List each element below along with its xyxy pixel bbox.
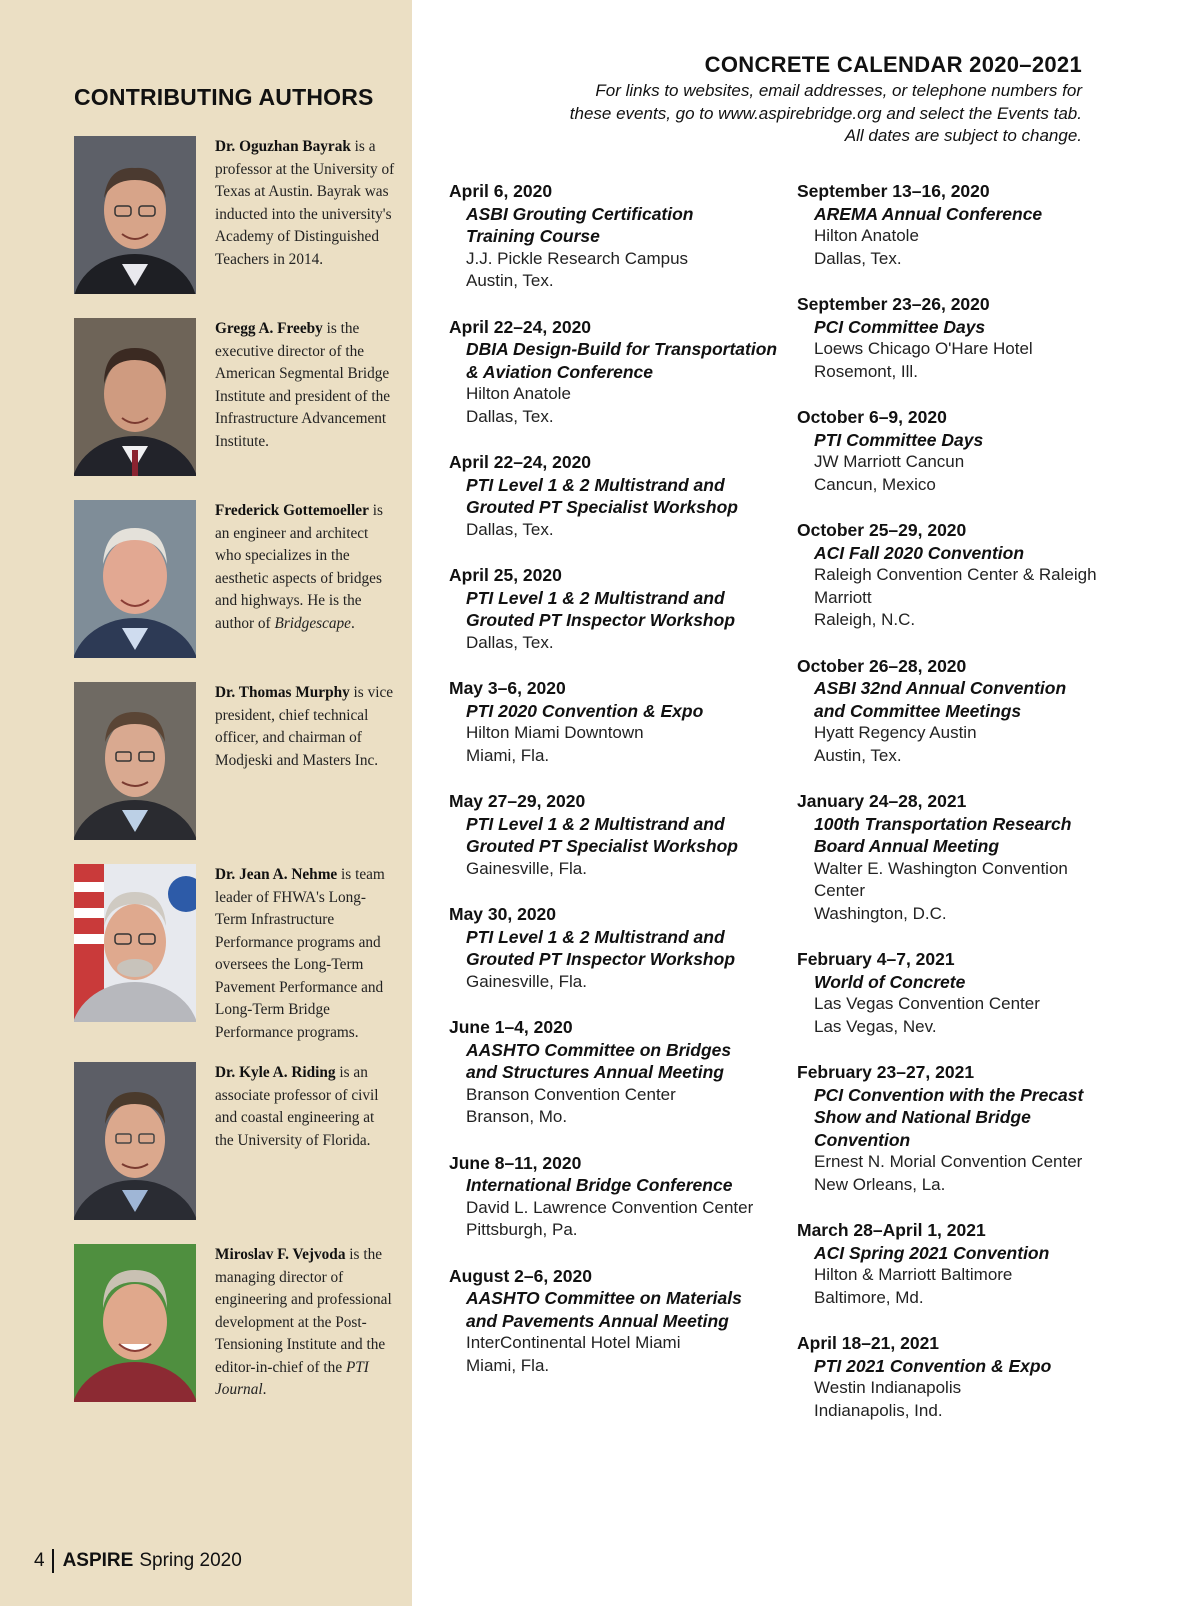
event-location: Hilton Miami Downtown [466,723,644,742]
event-location: Baltimore, Md. [814,1287,924,1307]
event-name: Grouted PT Inspector Workshop [466,610,736,630]
event-location: Pittsburgh, Pa. [466,1220,578,1239]
calendar-title: CONCRETE CALENDAR 2020–2021 [704,52,1082,77]
calendar-event [797,1219,1137,1309]
event-location: Raleigh Convention Center & Raleigh [814,565,1097,584]
event-name: International Bridge Conference [466,1175,733,1195]
event-location: Las Vegas Convention Center [814,994,1040,1013]
event-location: Miami, Fla. [466,1355,550,1375]
event-date: May 30, 2020 [449,904,557,924]
calendar-event [449,677,789,767]
event-name: PTI Level 1 & 2 Multistrand and [466,587,725,608]
event-location: Hilton Anatole [466,384,571,403]
event-name: and Pavements Annual Meeting [466,1310,729,1331]
calendar-event [797,293,1137,383]
event-name: PCI Committee Days [814,316,986,337]
event-date: April 22–24, 2020 [449,452,592,472]
calendar-event [797,1061,1137,1196]
event-date: April 22–24, 2020 [449,316,592,337]
author-photo [74,318,196,476]
calendar-column-right [797,180,1137,1445]
event-name: Grouted PT Specialist Workshop [466,836,738,856]
event-name: Board Annual Meeting [814,836,1000,856]
magazine-name: ASPIRE [62,1550,134,1571]
event-name: Training Course [466,226,600,246]
event-name: ACI Fall 2020 Convention [814,542,1025,563]
calendar-event [797,180,1137,270]
event-location: Walter E. Washington Convention [814,858,1068,878]
author-photo [74,136,196,294]
author-photo [74,500,196,658]
event-name: PTI Level 1 & 2 Multistrand and [466,474,725,495]
calendar-event [449,316,789,429]
event-name: and Structures Annual Meeting [466,1062,724,1082]
author-name: Gregg A. Freeby [215,320,323,337]
event-date: April 6, 2020 [449,181,553,201]
author-photo [74,864,196,1022]
author-bio: Dr. Kyle A. Riding is an associate professor of civil and coastal engineering at the University of Florida. [215,1064,379,1149]
author-bio: Dr. Jean A. Nehme is team leader of FHWA's Long-Term Infrastructure Performance programs and oversees the Long-Term Pavement Performance and Long-Term Bridge Performance programs. [215,866,385,1041]
author-bio: Gregg A. Freeby is the executive director of the American Segmental Bridge Institute and president of the Infrastructure Advancement Institute. [215,320,391,450]
event-date: February 4–7, 2021 [797,949,955,969]
event-date: January 24–28, 2021 [797,791,967,811]
event-location: InterContinental Hotel Miami [466,1333,681,1352]
event-name: AASHTO Committee on Materials [466,1288,742,1308]
event-location: Westin Indianapolis [814,1378,962,1397]
author-bio: Dr. Oguzhan Bayrak is a professor at the University of Texas at Austin. Bayrak was inducted into the university's Academy of Distinguished Teachers in 2014. [215,138,395,268]
event-location: Las Vegas, Nev. [814,1016,937,1036]
calendar-event [449,1265,789,1378]
event-name: PTI 2021 Convention & Expo [814,1355,1052,1376]
event-name: Grouted PT Specialist Workshop [466,497,738,517]
calendar-event [449,180,789,293]
author-bio: Miroslav F. Vejvoda is the managing director of engineering and professional development at the Post-Tensioning Institute and the editor-in-chief of the PTI Journal. [215,1246,392,1398]
calendar-event [449,1152,789,1242]
event-location: Hyatt Regency Austin [814,723,977,742]
event-name: PTI Level 1 & 2 Multistrand and [466,926,725,947]
calendar-event [797,519,1137,632]
author-name: Dr. Thomas Murphy [215,684,350,701]
event-location: Cancun, Mexico [814,474,936,494]
event-name: AREMA Annual Conference [814,203,1043,224]
event-location: Dallas, Tex. [814,248,902,268]
event-location: Loews Chicago O'Hare Hotel [814,339,1033,358]
event-date: April 18–21, 2021 [797,1333,940,1353]
author-photo [74,1062,196,1220]
event-location: Hilton Anatole [814,226,919,245]
event-name: PTI 2020 Convention & Expo [466,700,704,721]
event-name: ASBI 32nd Annual Convention [814,678,1067,698]
event-date: April 25, 2020 [449,565,562,585]
calendar-event [449,564,789,654]
author-bio: Dr. Thomas Murphy is vice president, chief technical officer, and chairman of Modjeski and Masters Inc. [215,684,394,769]
event-date: September 13–16, 2020 [797,181,990,201]
event-name: and Committee Meetings [814,700,1022,721]
event-name: DBIA Design-Build for Transportation [466,339,778,359]
issue-label: Spring 2020 [139,1550,242,1571]
event-name: PCI Convention with the Precast [814,1084,1084,1105]
calendar-event [797,406,1137,496]
event-date: October 26–28, 2020 [797,655,967,676]
event-date: June 1–4, 2020 [449,1017,573,1037]
footer-divider [52,1549,54,1573]
author-name: Dr. Oguzhan Bayrak [215,138,351,155]
event-location: J.J. Pickle Research Campus [466,248,689,268]
author-bio: Frederick Gottemoeller is an engineer and architect who specializes in the aesthetic aspects of bridges and highways. He is the author of Bridgescape. [215,502,383,632]
author-photo [74,682,196,840]
event-name: Grouted PT Inspector Workshop [466,949,736,969]
event-location: Austin, Tex. [466,271,554,290]
event-location: Center [814,881,866,900]
author-name: Dr. Kyle A. Riding [215,1064,336,1081]
event-name: Show and National Bridge [814,1107,1031,1127]
event-name: PTI Committee Days [814,429,984,450]
event-name: ASBI Grouting Certification [466,203,694,224]
event-name: & Aviation Conference [466,361,654,382]
event-name: PTI Level 1 & 2 Multistrand and [466,813,725,834]
event-name: AASHTO Committee on Bridges [466,1039,732,1060]
calendar-column-left [449,180,789,1400]
event-date: February 23–27, 2021 [797,1062,975,1082]
event-location: Dallas, Tex. [466,406,554,426]
sidebar-title: CONTRIBUTING AUTHORS [74,84,374,110]
event-location: Ernest N. Morial Convention Center [814,1152,1083,1171]
event-name: 100th Transportation Research [814,813,1072,834]
event-location: Austin, Tex. [814,745,902,765]
author-photo [74,1244,196,1402]
event-location: Marriott [814,587,872,607]
event-location: Rosemont, Ill. [814,361,918,381]
event-date: August 2–6, 2020 [449,1265,592,1286]
event-location: Raleigh, N.C. [814,610,916,629]
event-name: World of Concrete [814,971,966,992]
calendar-event [449,790,789,880]
calendar-event [797,948,1137,1038]
event-date: May 27–29, 2020 [449,791,586,811]
event-location: Miami, Fla. [466,745,550,765]
event-location: David L. Lawrence Convention Center [466,1197,754,1217]
author-name: Dr. Jean A. Nehme [215,866,338,883]
event-location: Gainesville, Fla. [466,858,587,878]
event-location: Gainesville, Fla. [466,971,587,991]
author-name: Frederick Gottemoeller [215,502,369,519]
event-date: September 23–26, 2020 [797,294,990,314]
event-location: Branson Convention Center [466,1084,676,1104]
calendar-event [797,655,1137,768]
event-location: Dallas, Tex. [466,632,554,652]
event-date: October 25–29, 2020 [797,520,967,540]
event-location: Washington, D.C. [814,903,947,923]
event-name: Convention [814,1129,911,1150]
event-location: Dallas, Tex. [466,519,554,539]
calendar-event [797,790,1137,925]
event-location: Branson, Mo. [466,1107,568,1126]
page-footer [34,1549,242,1573]
event-location: Hilton & Marriott Baltimore [814,1265,1013,1284]
event-date: June 8–11, 2020 [449,1152,582,1173]
event-date: May 3–6, 2020 [449,678,566,698]
event-name: ACI Spring 2021 Convention [814,1242,1050,1263]
calendar-event [449,903,789,993]
event-location: JW Marriott Cancun [814,452,965,471]
event-location: New Orleans, La. [814,1174,946,1194]
calendar-subtitle: For links to websites, email addresses, or telephone numbers for these events, go to www.aspirebridge.org and select the Events tab. All dates are subject to change. [569,81,1082,145]
calendar-event [797,1332,1137,1422]
event-date: October 6–9, 2020 [797,407,947,427]
event-location: Indianapolis, Ind. [814,1400,943,1420]
author-name: Miroslav F. Vejvoda [215,1246,346,1263]
event-date: March 28–April 1, 2021 [797,1220,986,1240]
calendar-event [449,451,789,541]
page-number: 4 [34,1550,45,1571]
calendar-event [449,1016,789,1129]
authors-sidebar [0,0,412,1606]
